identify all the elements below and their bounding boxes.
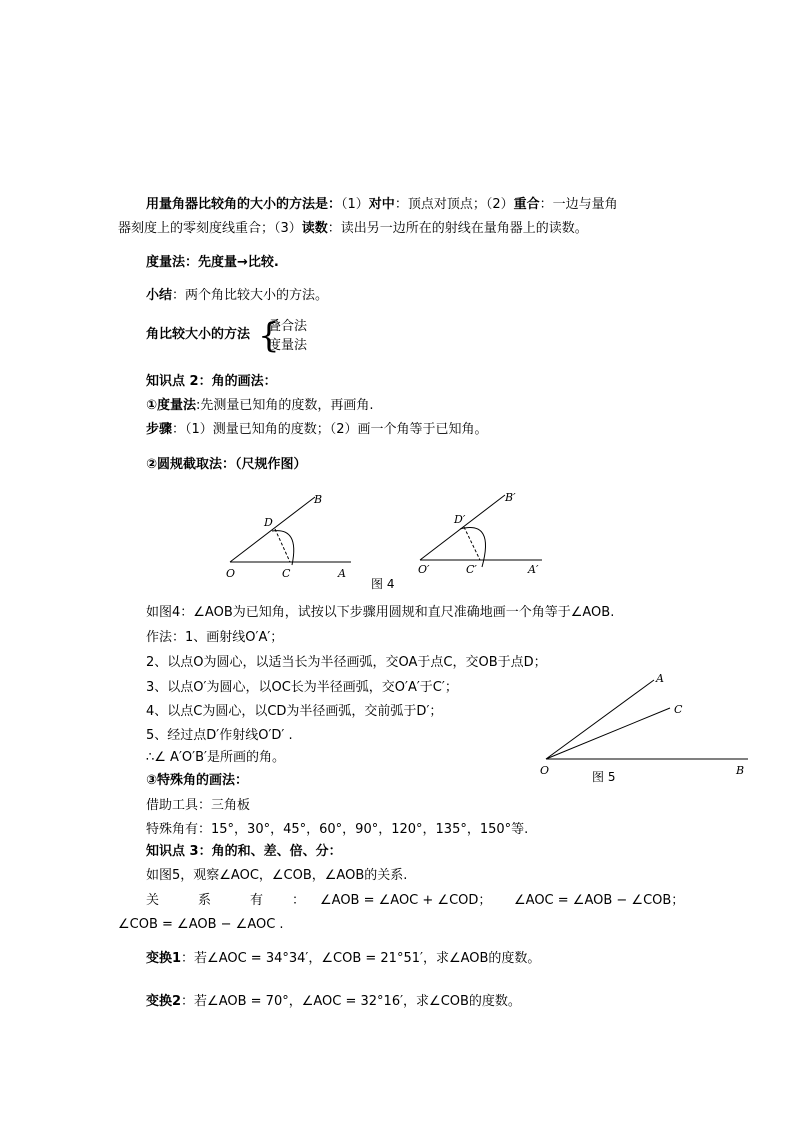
ray-oa <box>546 680 654 759</box>
step1-text: ：顶点对顶点；（2） <box>394 197 514 212</box>
step-line-2: 3、以点O′为圆心，以OC长为半径画弧，交O′A′于C′； <box>146 680 458 695</box>
step3-text: ：读出另一边所在的射线在量角器上的读数。 <box>327 221 588 236</box>
brace: { <box>258 316 280 356</box>
summary <box>146 287 328 305</box>
special-angles: 特殊角有：15°，30°，45°，60°，90°，120°，135°，150°等. <box>146 822 529 837</box>
step-line-3: 4、以点C为圆心，以CD为半径画弧，交前弧于D′； <box>146 704 443 719</box>
variant-2-label: 变换2 <box>146 994 182 1009</box>
tool: 借助工具：三角板 <box>146 798 251 813</box>
protractor-method-line1 <box>146 196 618 214</box>
chord-c2d2 <box>464 527 480 560</box>
summary-text: ：两个角比较大小的方法。 <box>172 288 329 303</box>
method1-text: :先测量已知角的度数，再画角. <box>196 398 374 413</box>
compare-methods-label: 角比较大小的方法 <box>146 327 251 342</box>
keyword-read: 读数 <box>301 221 328 236</box>
protractor-method-line2 <box>118 220 588 238</box>
label-O: O <box>540 764 550 777</box>
step1-prefix: （1） <box>341 197 369 212</box>
step-line-5: ∴∠ A′O′B′是所画的角。 <box>146 750 285 765</box>
label-D2: D′ <box>454 513 466 526</box>
step-line-0: 作法：1、画射线O′A′； <box>146 630 284 645</box>
variant-2 <box>146 993 521 1011</box>
label-C: C <box>282 567 291 580</box>
rel-w3: 有 <box>250 893 264 908</box>
method-overlap: 叠合法 <box>268 319 308 334</box>
ray-oc <box>546 708 670 759</box>
keyword-align: 对中 <box>368 197 395 212</box>
steps-text: ：（1）测量已知角的度数；（2）画一个角等于已知角。 <box>172 422 488 437</box>
rel-w2: 系 <box>198 893 212 908</box>
knowledge-point-3: 知识点 3：角的和、差、倍、分： <box>146 844 342 859</box>
method3: ③特殊角的画法： <box>146 773 249 788</box>
label-O: O <box>226 567 236 580</box>
method1-label: ①度量法 <box>146 398 197 413</box>
variant-1-label: 变换1 <box>146 951 182 966</box>
measure-method: 度量法：先度量→比较. <box>146 255 279 270</box>
variant-1-text: ：若∠AOC = 34°34′，∠COB = 21°51′，求∠AOB的度数。 <box>181 951 541 966</box>
label-B2: B′ <box>505 491 516 504</box>
line2-text: 器刻度上的零刻度线重合；（3） <box>118 221 302 236</box>
figure-5-caption: 图 5 <box>592 770 616 784</box>
label-C2: C′ <box>466 563 477 576</box>
step-line-1: 2、以点O为圆心，以适当长为半径画弧，交OA于点C，交OB于点D； <box>146 655 547 670</box>
ray-o2b2 <box>420 495 505 560</box>
rel-eq2: ∠AOC = ∠AOB − ∠COB； <box>514 893 685 908</box>
steps-label: 步骤 <box>146 422 173 437</box>
keyword-overlap: 重合 <box>513 197 540 212</box>
method2: ②圆规截取法：（尺规作图） <box>146 457 307 472</box>
label-A: A <box>338 567 346 580</box>
figure-5 <box>536 670 754 782</box>
arc <box>272 531 294 565</box>
relation-intro: 如图5，观察∠AOC，∠COB，∠AOB的关系. <box>146 868 408 883</box>
protractor-title: 用量角器比较角的大小的方法是： <box>146 197 342 212</box>
label-A2: A′ <box>528 563 539 576</box>
label-O2: O′ <box>418 563 430 576</box>
steps <box>146 421 488 439</box>
arc-2 <box>460 528 486 567</box>
variant-2-text: ：若∠AOB = 70°，∠AOC = 32°16′，求∠COB的度数。 <box>181 994 521 1009</box>
label-D: D <box>264 516 273 529</box>
figure-4 <box>220 485 560 585</box>
method-measure: 度量法 <box>268 338 308 353</box>
step-line-4: 5、经过点D′作射线O′D′ . <box>146 728 293 743</box>
question-4: 如图4：∠AOB为已知角，试按以下步骤用圆规和直尺准确地画一个角等于∠AOB. <box>146 605 615 620</box>
rel-w4: ： <box>292 893 306 908</box>
ray-ob <box>230 497 315 562</box>
summary-label: 小结 <box>146 288 173 303</box>
knowledge-point-2: 知识点 2：角的画法： <box>146 374 277 389</box>
label-A: A <box>656 672 664 685</box>
step2-text: ：一边与量角 <box>539 197 618 212</box>
label-B: B <box>736 764 745 777</box>
label-B: B <box>314 493 323 506</box>
rel-w1: 关 <box>146 893 160 908</box>
rel-eq1: ∠AOB = ∠AOC + ∠COD； <box>320 893 492 908</box>
label-C: C <box>674 703 683 716</box>
method1 <box>146 397 374 415</box>
relation-eq3: ∠COB = ∠AOB − ∠AOC . <box>118 917 284 932</box>
figure-4-caption: 图 4 <box>371 577 395 591</box>
variant-1 <box>146 950 540 968</box>
